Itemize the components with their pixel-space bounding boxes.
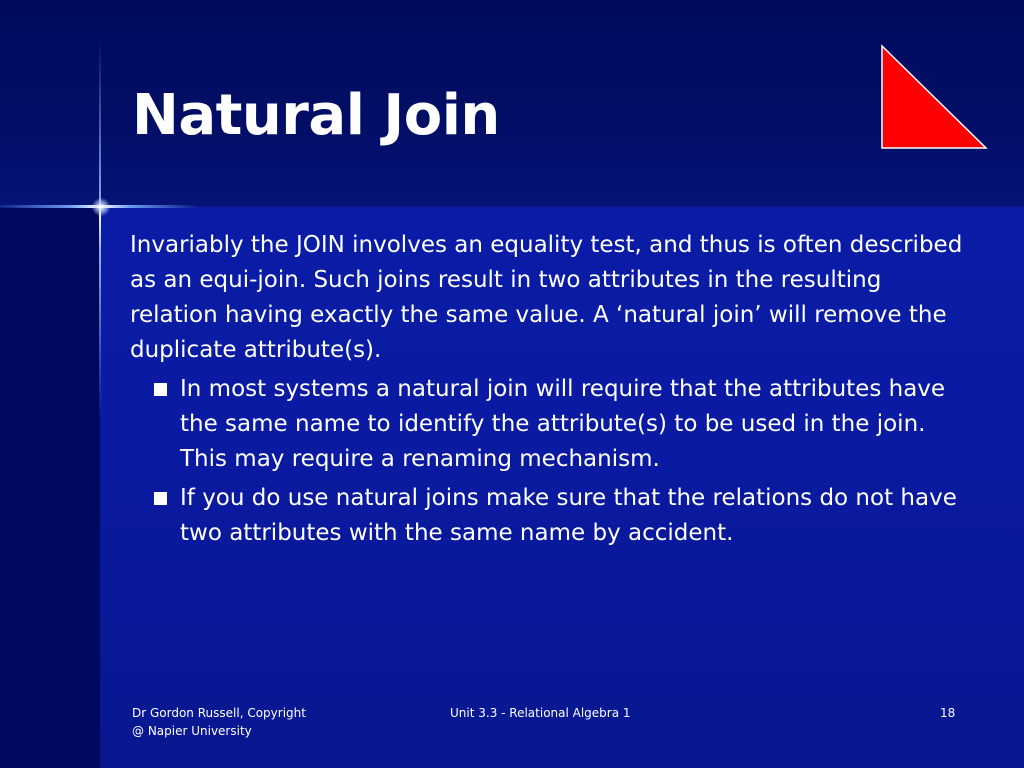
red-triangle-icon [880, 44, 990, 152]
footer-page-number: 18 [940, 706, 956, 720]
bullet-item [130, 372, 970, 477]
bullet-text: In most systems a natural join will require that the attributes have the same name to identify the attribute(s) to be used in the join. This may require a renaming mechanism. [180, 376, 946, 472]
footer-affiliation-line: @ Napier University [132, 724, 252, 738]
bullet-item [130, 481, 970, 551]
slide-title: Natural Join [132, 83, 500, 148]
footer-author [132, 704, 352, 740]
footer-unit-title: Unit 3.3 - Relational Algebra 1 [450, 706, 631, 720]
square-bullet-icon [154, 492, 167, 505]
square-bullet-icon [154, 383, 167, 396]
sparkle-icon [92, 198, 110, 216]
footer-author-line: Dr Gordon Russell, Copyright [132, 706, 306, 720]
intro-paragraph: Invariably the JOIN involves an equality test, and thus is often described as an equi-join. Such joins result in two attributes in the resulting relation having exactly the same value. A ‘natural join’ will remove the duplicate attribute(s). [130, 232, 963, 363]
bullet-text: If you do use natural joins make sure that the relations do not have two attributes with the same name by accident. [180, 485, 957, 546]
left-strip [0, 207, 100, 768]
sparkle-vertical-line [99, 40, 101, 420]
slide-body [130, 228, 970, 555]
slide-footer [0, 704, 1024, 744]
